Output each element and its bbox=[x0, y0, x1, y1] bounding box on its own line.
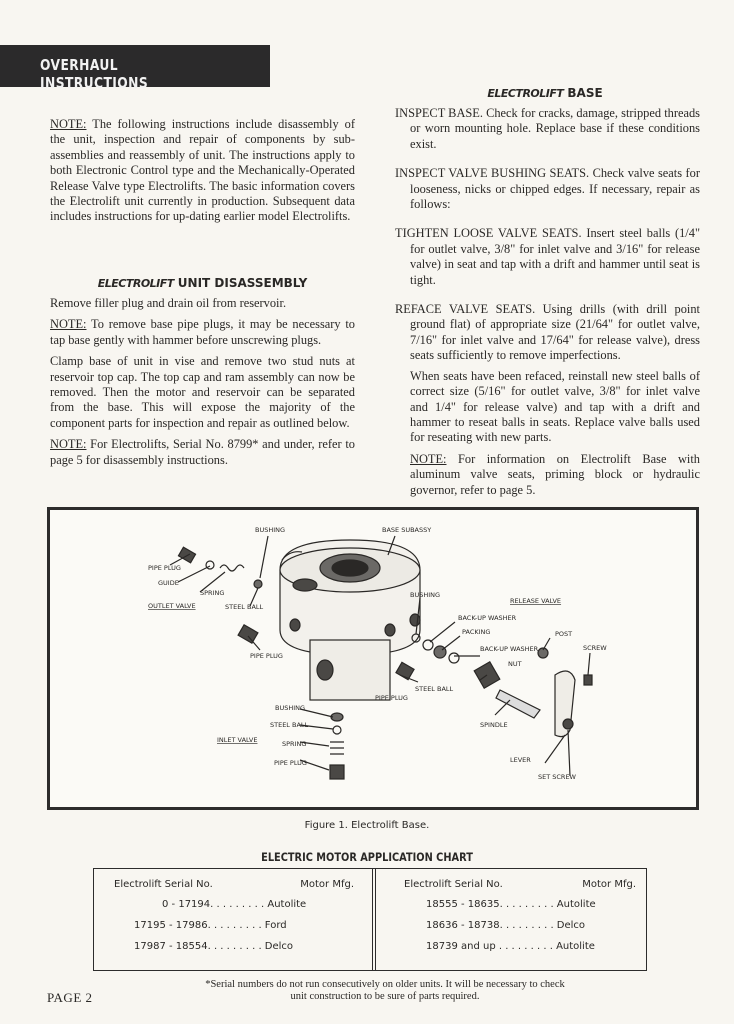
motor-application-chart bbox=[93, 868, 647, 971]
label-steel-ball: STEEL BALL bbox=[225, 603, 264, 611]
exploded-view-figure bbox=[47, 507, 699, 810]
table-row: 17987 - 18554. . . . . . . . . Delco bbox=[134, 941, 294, 952]
note-text: To remove base pipe plugs, it may be necessary to tap base gently with hammer before unscrewing plugs. bbox=[50, 317, 355, 347]
table-row: 18636 - 18738. . . . . . . . . Delco bbox=[426, 920, 586, 931]
table-row: 18739 and up . . . . . . . . . Autolite bbox=[426, 941, 595, 952]
label-pipe-plug: PIPE PLUG bbox=[274, 759, 307, 767]
disassembly-body bbox=[50, 296, 355, 468]
reface-seats-paragraph: REFACE VALVE SEATS. Using drills (with drill point ground flat) of appropriate size (21/64" for outlet valve, 7/16" for inlet valve and 17/64" for release valve), dress seats sufficiently to remove imperfections. bbox=[395, 302, 700, 363]
inspect-base-paragraph: INSPECT BASE. Check for cracks, damage, stripped threads or worn mounting hole. Replace base if these conditions exist. bbox=[395, 106, 700, 151]
table-row: 18555 - 18635. . . . . . . . . Autolite bbox=[426, 899, 596, 910]
inspect-seats-paragraph: INSPECT VALVE BUSHING SEATS. Check valve seats for looseness, nicks or chipped edges. If necessary, repair as follows: bbox=[395, 166, 700, 212]
label-release-valve: RELEASE VALVE bbox=[510, 597, 562, 605]
tighten-seats-paragraph: TIGHTEN LOOSE VALVE SEATS. Insert steel balls (1/4" for outlet valve, 3/8" for inlet valve and 3/16" for release valve) in seat and tap with a drift and hammer until seat is tight. bbox=[395, 226, 700, 287]
label-base-subassy: BASE SUBASSY bbox=[382, 526, 432, 534]
label-screw: SCREW bbox=[583, 644, 607, 652]
label-bushing: BUSHING bbox=[410, 591, 441, 599]
label-backup-washer: BACK-UP WASHER bbox=[480, 645, 539, 653]
label-post: POST bbox=[555, 630, 573, 638]
pipe-plug-note bbox=[50, 317, 355, 348]
left-column bbox=[50, 117, 355, 225]
label-outlet-valve: OUTLET VALVE bbox=[148, 602, 196, 610]
note-label: NOTE: bbox=[50, 317, 87, 332]
note-label: NOTE: bbox=[50, 117, 87, 131]
chart-divider bbox=[372, 869, 376, 970]
chart-title: ELECTRIC MOTOR APPLICATION CHART bbox=[261, 850, 473, 864]
label-spring: SPRING bbox=[282, 740, 307, 748]
drain-oil-paragraph: Remove filler plug and drain oil from reservoir. bbox=[50, 296, 287, 310]
label-steel-ball: STEEL BALL bbox=[415, 685, 454, 693]
label-guide: GUIDE bbox=[158, 579, 179, 587]
note-text: The following instructions include disassembly of the unit, inspection and repair of components by sub-assemblies and reassembly of unit. The instructions apply to both Electronic Control type and the Mechanically-Operated Release Valve type Electrolifts. The basic information covers the Electrolift unit currently in production. Subsequent data includes instructions for up-dating earlier model Electrolifts. bbox=[50, 117, 355, 224]
label-set-screw: SET SCREW bbox=[538, 773, 576, 781]
table-row: 17195 - 17986. . . . . . . . . Ford bbox=[134, 920, 287, 931]
heading-text: BASE bbox=[567, 86, 603, 100]
note-text: For information on Electrolift Base with aluminum valve seats, priming block or hydraulic governor, refer to page 5. bbox=[410, 451, 700, 497]
label-inlet-valve: INLET VALVE bbox=[217, 736, 258, 744]
label-lever: LEVER bbox=[510, 756, 531, 764]
label-nut: NUT bbox=[508, 660, 522, 668]
note-label: NOTE: bbox=[410, 451, 447, 466]
chart-left-column bbox=[114, 879, 354, 962]
serial-footnote: *Serial numbers do not run consecutively on older units. It will be necessary to check unit construction to be sure of parts required. bbox=[205, 979, 565, 1002]
electrolift-script: ELECTROLIFT bbox=[487, 87, 564, 100]
disassembly-heading bbox=[50, 274, 355, 292]
heading-text: UNIT DISASSEMBLY bbox=[177, 276, 308, 290]
chart-right-column bbox=[404, 879, 636, 962]
header-serial: Electrolift Serial No. bbox=[404, 879, 503, 890]
intro-note bbox=[50, 117, 355, 225]
header-serial: Electrolift Serial No. bbox=[114, 879, 213, 890]
table-row: 0 - 17194. . . . . . . . . Autolite bbox=[162, 899, 307, 910]
clamp-paragraph: Clamp base of unit in vise and remove two stud nuts at reservoir top cap. The top cap and ram assembly can now be removed. Then the motor and reservoir can be separated from the base. This will expose the majority of the component parts for inspection and repair as outlined below. bbox=[50, 354, 355, 430]
chart-header bbox=[404, 879, 636, 899]
electrolift-base-diagram bbox=[50, 510, 696, 807]
label-spring: SPRING bbox=[200, 589, 225, 597]
section-banner bbox=[0, 45, 270, 92]
label-pipe-plug: PIPE PLUG bbox=[250, 652, 283, 660]
figure-caption: Figure 1. Electrolift Base. bbox=[304, 820, 430, 831]
label-bushing: BUSHING bbox=[275, 704, 306, 712]
base-heading bbox=[395, 84, 695, 102]
label-steel-ball: STEEL BALL bbox=[270, 721, 309, 729]
aluminum-seat-note bbox=[395, 452, 700, 498]
label-bushing-top: BUSHING bbox=[255, 526, 286, 534]
electrolift-script: ELECTROLIFT bbox=[97, 277, 174, 290]
reseat-paragraph: When seats have been refaced, reinstall new steel balls of correct size (5/16" for outlet valve, 3/8" for inlet valve and 1/4" for release valve) and tap with a drift and hammer to reseat balls in seats. Replace valve balls used for reseating with new parts. bbox=[410, 368, 700, 445]
label-spindle: SPINDLE bbox=[480, 721, 508, 729]
label-packing: PACKING bbox=[462, 628, 491, 636]
note-label: NOTE: bbox=[50, 437, 87, 452]
header-mfg: Motor Mfg. bbox=[582, 879, 636, 890]
banner-title: OVERHAUL INSTRUCTIONS bbox=[40, 56, 149, 92]
serial-note bbox=[50, 437, 355, 468]
header-mfg: Motor Mfg. bbox=[300, 879, 354, 890]
label-pipe-plug: PIPE PLUG bbox=[148, 564, 181, 572]
label-pipe-plug: PIPE PLUG bbox=[375, 694, 408, 702]
chart-header bbox=[114, 879, 354, 899]
page-number: PAGE 2 bbox=[47, 990, 93, 1005]
note-text: For Electrolifts, Serial No. 8799* and under, refer to page 5 for disassembly instructions. bbox=[50, 437, 355, 467]
right-column bbox=[395, 106, 700, 498]
label-backup-washer: BACK-UP WASHER bbox=[458, 614, 517, 622]
